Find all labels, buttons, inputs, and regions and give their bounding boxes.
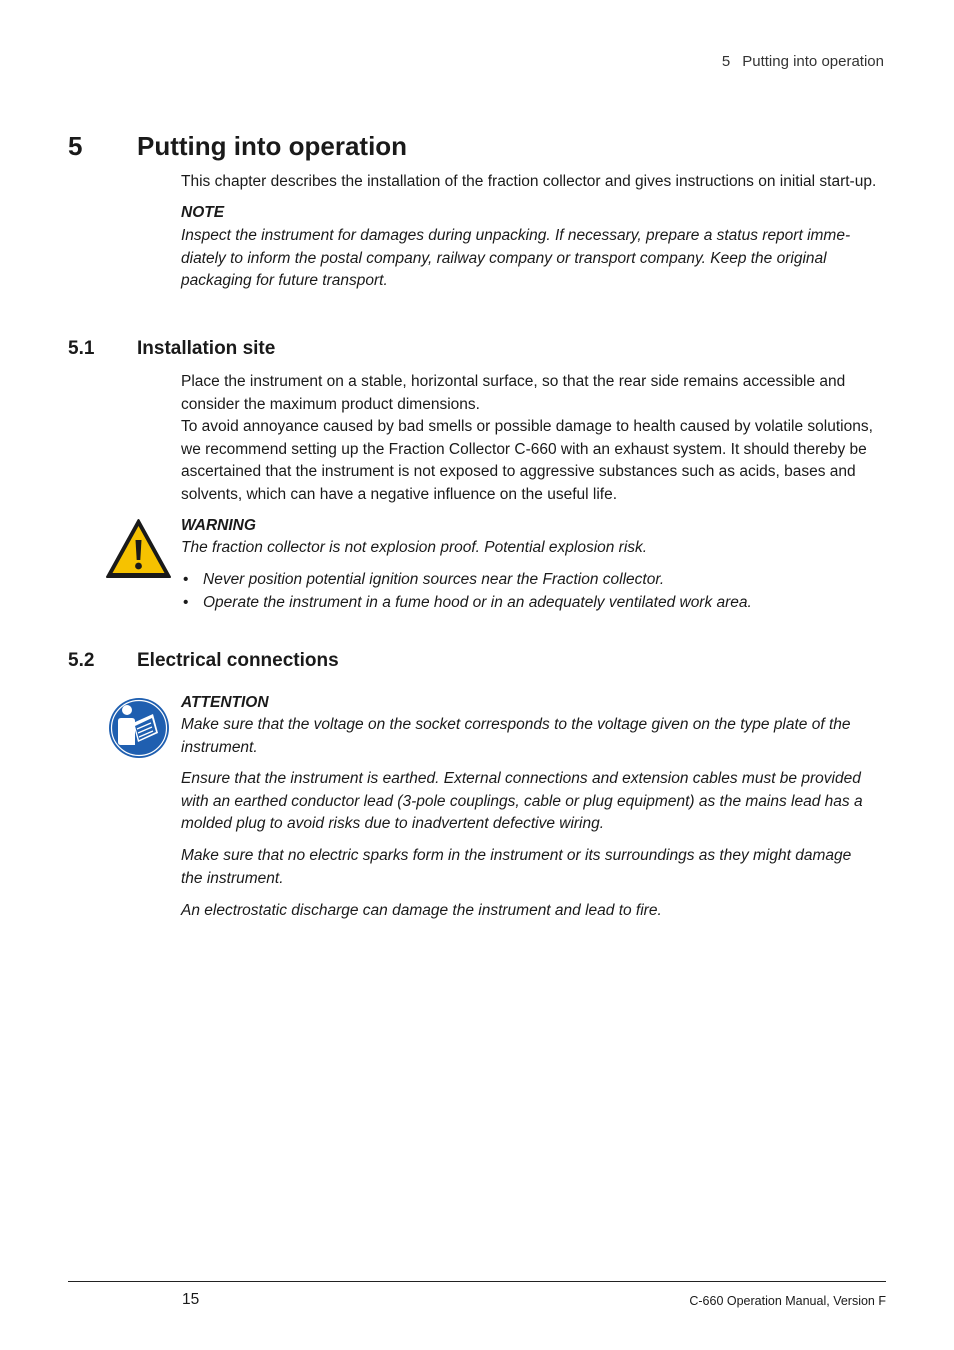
read-manual-icon (108, 697, 170, 759)
paragraph-line: molded plug to avoid risks due to inadvertent defective wiring. (181, 815, 605, 832)
warning-bullet-list (181, 568, 881, 614)
paragraph-line: instrument. (181, 738, 258, 756)
paragraph-line: ascertained that the instrument is not exposed to aggressive substances such as acids, bases and (181, 463, 856, 480)
note-text (181, 225, 881, 293)
chapter-title: Putting into operation (137, 131, 408, 161)
section-5-2-number: 5.2 (68, 650, 95, 671)
attention-paragraph-2 (181, 768, 881, 836)
footer-manual-title: C-660 Operation Manual, Version F (689, 1294, 886, 1308)
warning-triangle-icon (105, 518, 172, 579)
note-line: diately to inform the postal company, railway company or transport company. Keep the original (181, 249, 827, 267)
paragraph-line: Ensure that the instrument is earthed. External connections and extension cables must be provided (181, 770, 861, 787)
section-5-1-number: 5.1 (68, 338, 95, 359)
note-label: NOTE (181, 204, 225, 221)
note-line: packaging for future transport. (181, 272, 388, 289)
paragraph-line: we recommend setting up the Fraction Collector C-660 with an exhaust system. It should thereby be (181, 440, 867, 458)
attention-label: ATTENTION (181, 694, 269, 711)
running-header (722, 53, 884, 70)
chapter-number: 5 (68, 131, 83, 161)
section-5-1-title: Installation site (137, 338, 276, 359)
warning-label: WARNING (181, 517, 256, 534)
warning-text: The fraction collector is not explosion proof. Potential explosion risk. (181, 539, 648, 556)
list-item: • Operate the instrument in a fume hood or in an adequately ventilated work area. (181, 591, 881, 614)
footer-divider (68, 1281, 886, 1282)
paragraph-line: Place the instrument on a stable, horizontal surface, so that the rear side remains accessible and (181, 373, 846, 390)
page-number: 15 (182, 1291, 200, 1308)
paragraph-line: consider the maximum product dimensions. (181, 395, 480, 413)
installation-paragraph (181, 371, 881, 506)
paragraph-line: solvents, which can have a negative influence on the useful life. (181, 485, 617, 503)
attention-paragraph-1 (181, 714, 881, 759)
section-5-2-title: Electrical connections (137, 650, 339, 671)
attention-paragraph-3 (181, 845, 881, 890)
header-chapter-title: Putting into operation (742, 53, 884, 70)
paragraph-line: the instrument. (181, 869, 284, 887)
list-item: • Never position potential ignition sources near the Fraction collector. (181, 568, 881, 591)
chapter-intro: This chapter describes the installation of the fraction collector and gives instructions on initial start-up. (181, 173, 877, 190)
paragraph-line: with an earthed conductor lead (3-pole couplings, cable or plug equipment) as the mains lead has a (181, 792, 863, 810)
attention-paragraph-4: An electrostatic discharge can damage the instrument and lead to fire. (181, 902, 662, 919)
paragraph-line: Make sure that the voltage on the socket corresponds to the voltage given on the type plate of the (181, 716, 851, 733)
paragraph-line: Make sure that no electric sparks form in the instrument or its surroundings as they might damage (181, 847, 852, 864)
header-chapter-num: 5 (721, 53, 731, 70)
paragraph-line: To avoid annoyance caused by bad smells or possible damage to health caused by volatile solutions, (181, 418, 873, 435)
note-line: Inspect the instrument for damages during unpacking. If necessary, prepare a status report imme- (181, 227, 851, 244)
